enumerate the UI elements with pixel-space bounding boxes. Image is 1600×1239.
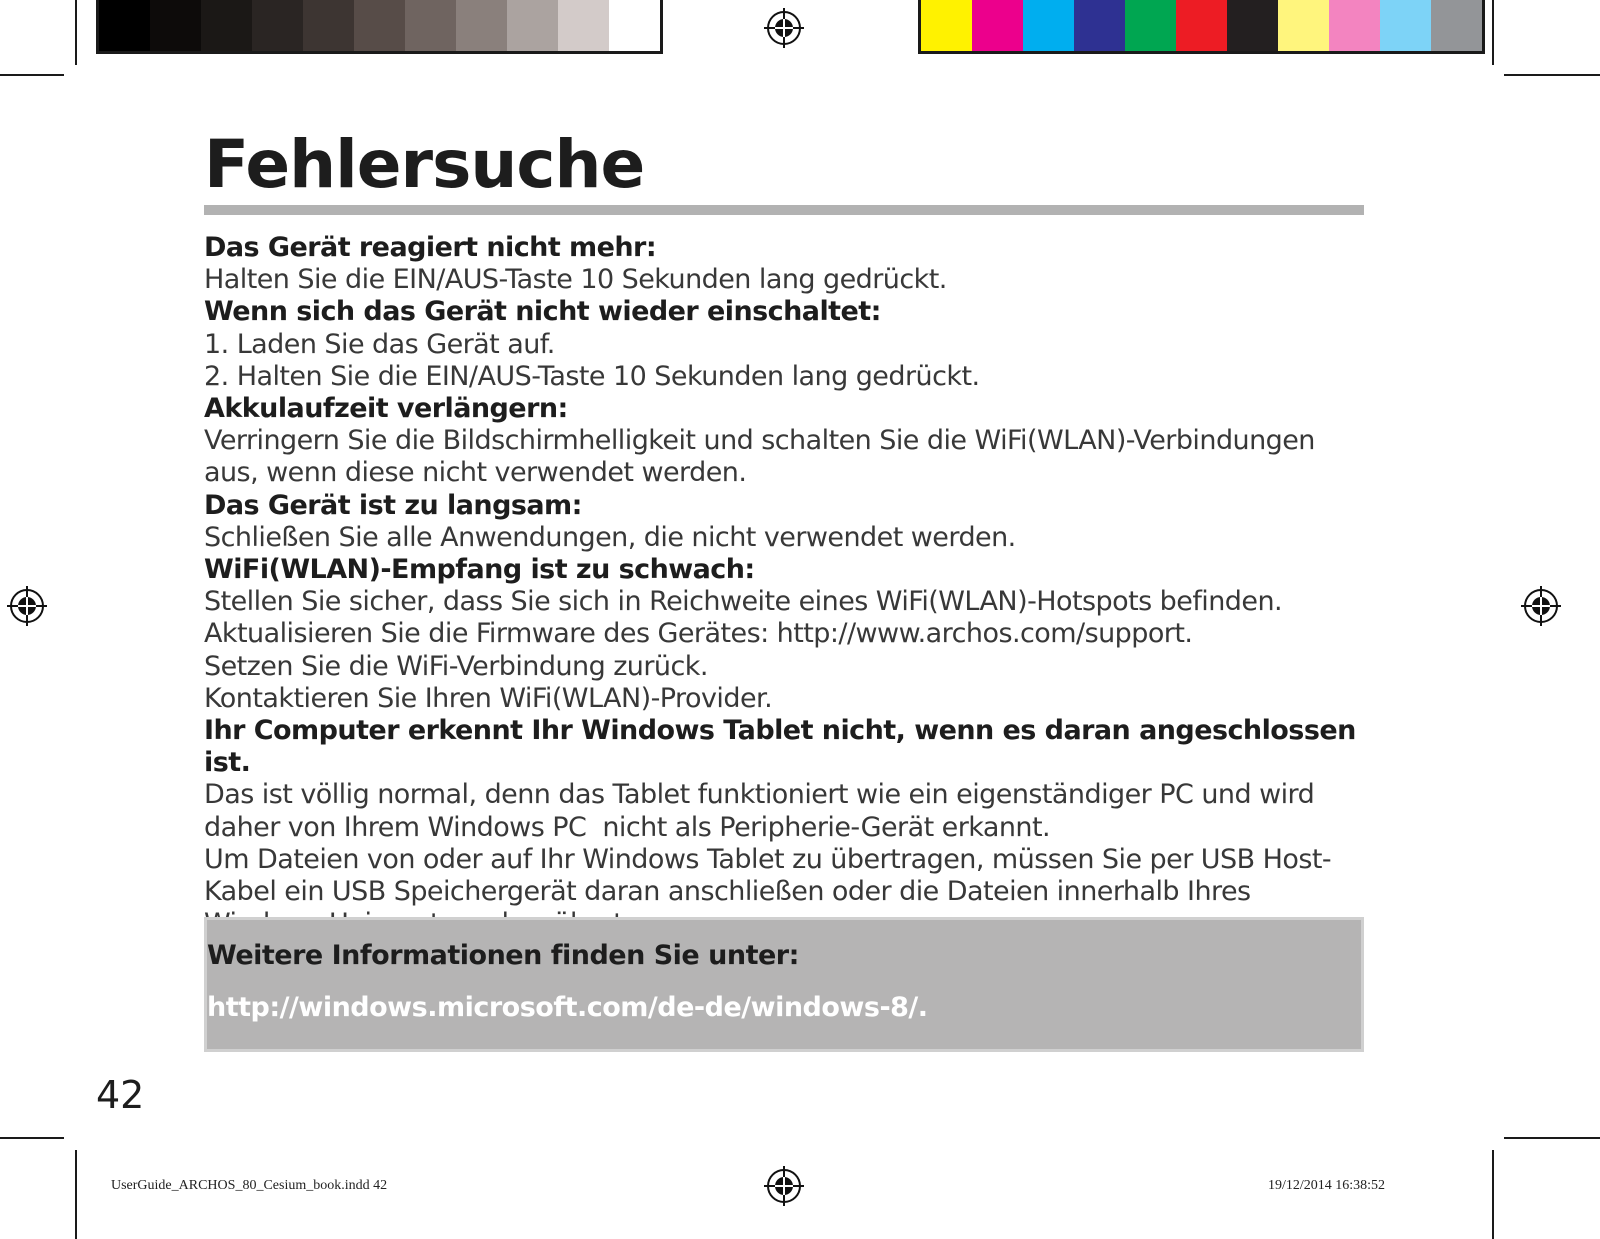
color-swatch (354, 0, 405, 51)
windows-help-link[interactable]: http://windows.microsoft.com/de-de/windows-8/. (207, 992, 928, 1023)
section-heading: Das Gerät reagiert nicht mehr: (204, 232, 657, 263)
section-text: Setzen Sie die WiFi-Verbindung zurück. (204, 650, 708, 682)
section-text: 1. Laden Sie das Gerät auf. (204, 328, 555, 360)
info-box (204, 917, 1364, 1052)
section-text: Halten Sie die EIN/AUS-Taste 10 Sekunden lang gedrückt. (204, 264, 947, 296)
crop-mark (0, 1137, 64, 1139)
color-swatch (972, 0, 1023, 51)
color-swatch (1278, 0, 1329, 51)
slug-filename: UserGuide_ARCHOS_80_Cesium_book.indd 42 (111, 1178, 388, 1193)
color-swatch (1125, 0, 1176, 51)
color-calibration-bar (918, 0, 1485, 54)
crop-mark (1504, 1137, 1600, 1139)
color-swatch (99, 0, 150, 51)
color-swatch (1329, 0, 1380, 51)
crop-mark (1492, 0, 1494, 65)
section-heading: Ihr Computer erkennt Ihr Windows Tablet nicht, wenn es daran angeschlossen ist. (204, 715, 1365, 779)
slug-timestamp: 19/12/2014 16:38:52 (1268, 1178, 1386, 1193)
section-heading: Akkulaufzeit verlängern: (204, 393, 568, 425)
section-text: Aktualisieren Sie die Firmware des Gerätes: http://www.archos.com/support. (204, 618, 1193, 650)
color-swatch (921, 0, 972, 51)
color-swatch (252, 0, 303, 51)
color-swatch (1431, 0, 1482, 51)
crop-mark (1492, 1150, 1494, 1239)
registration-mark-icon (762, 6, 806, 50)
crop-mark (75, 0, 77, 65)
crop-mark (0, 74, 64, 76)
crop-mark (1504, 74, 1600, 76)
section-heading: Das Gerät ist zu langsam: (204, 489, 582, 521)
section-text: Kabel ein USB Speichergerät daran anschließen oder die Dateien innerhalb Ihres (204, 876, 1251, 908)
page-title: Fehlersuche (204, 126, 645, 203)
color-swatch (201, 0, 252, 51)
color-swatch (456, 0, 507, 51)
info-box-heading: Weitere Informationen finden Sie unter: (207, 940, 799, 971)
color-swatch (558, 0, 609, 51)
section-text: aus, wenn diese nicht verwendet werden. (204, 457, 747, 489)
color-swatch (1074, 0, 1125, 51)
gray-calibration-bar (96, 0, 663, 54)
troubleshooting-content (204, 232, 1379, 940)
registration-mark-icon (5, 584, 49, 628)
page-number: 42 (96, 1073, 145, 1117)
section-text: Kontaktieren Sie Ihren WiFi(WLAN)-Provider. (204, 682, 773, 714)
crop-mark (75, 1150, 77, 1239)
section-text: Das ist völlig normal, denn das Tablet funktioniert wie ein eigenständiger PC und wird (204, 779, 1315, 811)
title-divider (204, 205, 1364, 215)
color-swatch (303, 0, 354, 51)
section-text: 2. Halten Sie die EIN/AUS-Taste 10 Sekunden lang gedrückt. (204, 360, 980, 392)
color-swatch (507, 0, 558, 51)
section-text: Verringern Sie die Bildschirmhelligkeit und schalten Sie die WiFi(WLAN)-Verbindungen (204, 425, 1315, 457)
section-text: Stellen Sie sicher, dass Sie sich in Reichweite eines WiFi(WLAN)-Hotspots befinden. (204, 586, 1283, 618)
color-swatch (609, 0, 660, 51)
registration-mark-icon (1519, 584, 1563, 628)
section-heading: WiFi(WLAN)-Empfang ist zu schwach: (204, 554, 755, 586)
color-swatch (1227, 0, 1278, 51)
color-swatch (405, 0, 456, 51)
color-swatch (1176, 0, 1227, 51)
color-swatch (150, 0, 201, 51)
section-text: daher von Ihrem Windows PC nicht als Peripherie-Gerät erkannt. (204, 811, 1051, 843)
section-text: Schließen Sie alle Anwendungen, die nicht verwendet werden. (204, 521, 1016, 553)
color-swatch (1380, 0, 1431, 51)
color-swatch (1023, 0, 1074, 51)
section-heading: Wenn sich das Gerät nicht wieder einschaltet: (204, 296, 881, 328)
section-text: Um Dateien von oder auf Ihr Windows Tablet zu übertragen, müssen Sie per USB Host- (204, 843, 1332, 875)
registration-mark-icon (762, 1164, 806, 1208)
